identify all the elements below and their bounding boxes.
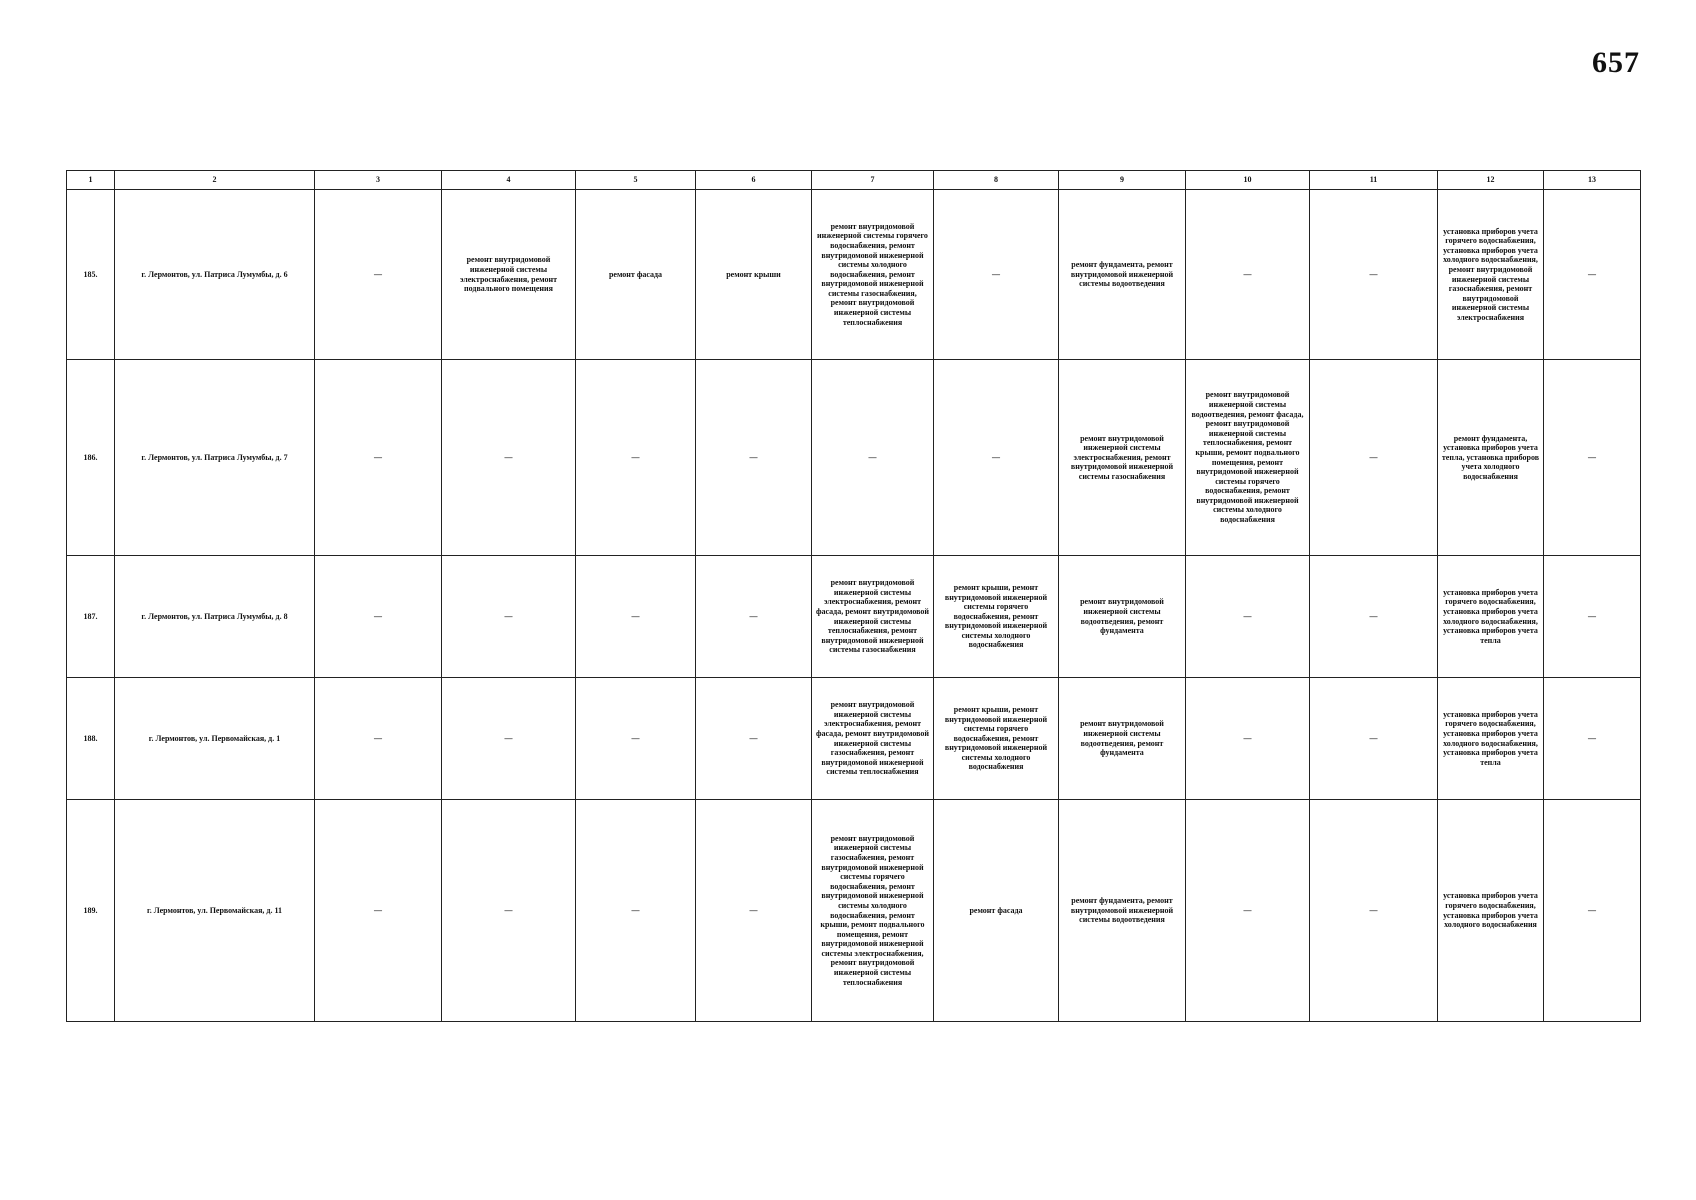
- col-header-12: 12: [1438, 171, 1544, 190]
- col-header-2: 2: [115, 171, 315, 190]
- cell-10: —: [1186, 678, 1310, 800]
- cell-8: ремонт фасада: [934, 800, 1059, 1022]
- cell-9: ремонт фундамента, ремонт внутридомовой инженерной системы водоотведения: [1059, 190, 1186, 360]
- cell-13: —: [1544, 556, 1641, 678]
- cell-6: —: [696, 678, 812, 800]
- col-header-4: 4: [442, 171, 576, 190]
- cell-10: —: [1186, 556, 1310, 678]
- table-row: [67, 678, 1641, 800]
- cell-6: —: [696, 800, 812, 1022]
- cell-12: установка приборов учета горячего водоснабжения, установка приборов учета холодного водоснабжения, ремонт внутридомовой инженерной системы газоснабжения, ремонт внутридомовой инженерной системы электроснабжения: [1438, 190, 1544, 360]
- cell-5: ремонт фасада: [576, 190, 696, 360]
- column-number-row: [67, 171, 1641, 190]
- cell-8: —: [934, 360, 1059, 556]
- page-number: 657: [1592, 46, 1640, 79]
- table-row: [67, 360, 1641, 556]
- col-header-7: 7: [812, 171, 934, 190]
- cell-5: —: [576, 360, 696, 556]
- cell-9: ремонт внутридомовой инженерной системы электроснабжения, ремонт внутридомовой инженерной системы газоснабжения: [1059, 360, 1186, 556]
- cell-10: —: [1186, 190, 1310, 360]
- row-number: 186.: [67, 360, 115, 556]
- cell-6: —: [696, 360, 812, 556]
- cell-4: —: [442, 556, 576, 678]
- cell-11: —: [1310, 678, 1438, 800]
- cell-9: ремонт внутридомовой инженерной системы водоотведения, ремонт фундамента: [1059, 556, 1186, 678]
- col-header-8: 8: [934, 171, 1059, 190]
- address-cell: г. Лермонтов, ул. Патриса Лумумбы, д. 7: [115, 360, 315, 556]
- cell-13: —: [1544, 190, 1641, 360]
- cell-10: ремонт внутридомовой инженерной системы водоотведения, ремонт фасада, ремонт внутридомовой инженерной системы теплоснабжения, ремонт крыши, ремонт подвального помещения, ремонт внутридомовой инженерной системы горячего водоснабжения, ремонт внутридомовой инженерной системы холодного водоснабжения: [1186, 360, 1310, 556]
- cell-7: ремонт внутридомовой инженерной системы электроснабжения, ремонт фасада, ремонт внутридомовой инженерной системы газоснабжения, ремонт внутридомовой инженерной системы теплоснабжения: [812, 678, 934, 800]
- cell-9: ремонт фундамента, ремонт внутридомовой инженерной системы водоотведения: [1059, 800, 1186, 1022]
- cell-8: ремонт крыши, ремонт внутридомовой инженерной системы горячего водоснабжения, ремонт внутридомовой инженерной системы холодного водоснабжения: [934, 678, 1059, 800]
- cell-12: ремонт фундамента, установка приборов учета тепла, установка приборов учета холодного водоснабжения: [1438, 360, 1544, 556]
- cell-4: —: [442, 678, 576, 800]
- row-number: 188.: [67, 678, 115, 800]
- cell-12: установка приборов учета горячего водоснабжения, установка приборов учета холодного водоснабжения, установка приборов учета тепла: [1438, 678, 1544, 800]
- cell-13: —: [1544, 678, 1641, 800]
- cell-3: —: [315, 800, 442, 1022]
- col-header-3: 3: [315, 171, 442, 190]
- cell-11: —: [1310, 190, 1438, 360]
- cell-5: —: [576, 556, 696, 678]
- col-header-6: 6: [696, 171, 812, 190]
- works-table: [66, 170, 1641, 1022]
- cell-11: —: [1310, 360, 1438, 556]
- cell-3: —: [315, 678, 442, 800]
- cell-7: ремонт внутридомовой инженерной системы горячего водоснабжения, ремонт внутридомовой инженерной системы холодного водоснабжения, ремонт внутридомовой инженерной системы газоснабжения, ремонт внутридомовой инженерной системы теплоснабжения: [812, 190, 934, 360]
- cell-4: —: [442, 800, 576, 1022]
- cell-12: установка приборов учета горячего водоснабжения, установка приборов учета холодного водоснабжения, установка приборов учета тепла: [1438, 556, 1544, 678]
- cell-6: ремонт крыши: [696, 190, 812, 360]
- col-header-10: 10: [1186, 171, 1310, 190]
- table-row: [67, 190, 1641, 360]
- cell-12: установка приборов учета горячего водоснабжения, установка приборов учета холодного водоснабжения: [1438, 800, 1544, 1022]
- address-cell: г. Лермонтов, ул. Первомайская, д. 1: [115, 678, 315, 800]
- row-number: 185.: [67, 190, 115, 360]
- cell-8: —: [934, 190, 1059, 360]
- col-header-13: 13: [1544, 171, 1641, 190]
- col-header-5: 5: [576, 171, 696, 190]
- cell-7: —: [812, 360, 934, 556]
- cell-7: ремонт внутридомовой инженерной системы электроснабжения, ремонт фасада, ремонт внутридомовой инженерной системы теплоснабжения, ремонт внутридомовой инженерной системы газоснабжения: [812, 556, 934, 678]
- table-row: [67, 556, 1641, 678]
- col-header-1: 1: [67, 171, 115, 190]
- address-cell: г. Лермонтов, ул. Патриса Лумумбы, д. 8: [115, 556, 315, 678]
- cell-3: —: [315, 190, 442, 360]
- cell-4: —: [442, 360, 576, 556]
- row-number: 187.: [67, 556, 115, 678]
- address-cell: г. Лермонтов, ул. Первомайская, д. 11: [115, 800, 315, 1022]
- col-header-9: 9: [1059, 171, 1186, 190]
- cell-13: —: [1544, 360, 1641, 556]
- cell-8: ремонт крыши, ремонт внутридомовой инженерной системы горячего водоснабжения, ремонт внутридомовой инженерной системы холодного водоснабжения: [934, 556, 1059, 678]
- cell-9: ремонт внутридомовой инженерной системы водоотведения, ремонт фундамента: [1059, 678, 1186, 800]
- row-number: 189.: [67, 800, 115, 1022]
- cell-13: —: [1544, 800, 1641, 1022]
- cell-5: —: [576, 800, 696, 1022]
- cell-3: —: [315, 360, 442, 556]
- table-row: [67, 800, 1641, 1022]
- cell-7: ремонт внутридомовой инженерной системы газоснабжения, ремонт внутридомовой инженерной системы горячего водоснабжения, ремонт внутридомовой инженерной системы холодного водоснабжения, ремонт крыши, ремонт подвального помещения, ремонт внутридомовой инженерной системы электроснабжения, ремонт внутридомовой инженерной системы теплоснабжения: [812, 800, 934, 1022]
- cell-5: —: [576, 678, 696, 800]
- cell-11: —: [1310, 556, 1438, 678]
- cell-11: —: [1310, 800, 1438, 1022]
- address-cell: г. Лермонтов, ул. Патриса Лумумбы, д. 6: [115, 190, 315, 360]
- cell-3: —: [315, 556, 442, 678]
- cell-10: —: [1186, 800, 1310, 1022]
- cell-6: —: [696, 556, 812, 678]
- col-header-11: 11: [1310, 171, 1438, 190]
- cell-4: ремонт внутридомовой инженерной системы электроснабжения, ремонт подвального помещения: [442, 190, 576, 360]
